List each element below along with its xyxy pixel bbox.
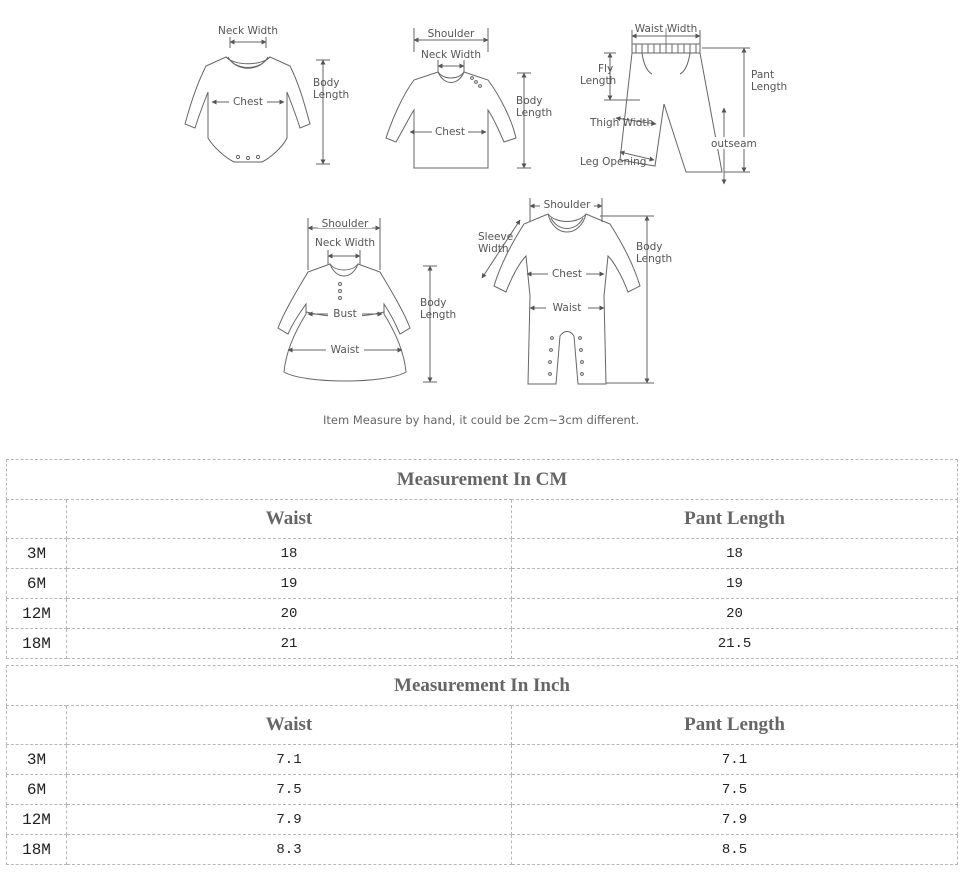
bodysuit-length-label: Length [313,89,350,101]
size-cell: 18M [7,629,67,659]
waist-cell: 18 [67,539,512,569]
size-cell: 3M [7,745,67,775]
inch-table-title: Measurement In Inch [7,666,958,706]
waist-cell: 20 [67,599,512,629]
pant-length-cell: 21.5 [512,629,958,659]
size-cell: 6M [7,569,67,599]
inch-size-table [6,665,958,865]
table-row [7,835,958,865]
tshirt-shoulder-label: Shoulder [427,28,475,40]
table-row [7,539,958,569]
tshirt-neck-width-label: Neck Width [420,49,482,61]
romper-chest-label: Chest [551,268,583,280]
dress-bust-label: Bust [333,308,357,320]
dress-waist-label: Waist [330,344,360,356]
romper-illustration [482,198,654,384]
romper-waist-label: Waist [552,302,582,314]
tshirt-body-label: Body [516,95,543,107]
size-cell: 12M [7,599,67,629]
cm-table-title: Measurement In CM [7,460,958,500]
table-row [7,629,958,659]
pant-length-cell: 18 [512,539,958,569]
waist-cell: 7.1 [67,745,512,775]
romper-length-label: Length [636,253,673,265]
pant-length-cell: 7.9 [512,805,958,835]
dress-shoulder-label: Shoulder [321,218,369,230]
table-row [7,569,958,599]
size-cell: 6M [7,775,67,805]
pants-waist-width-label: Waist Width [634,23,698,35]
size-header-cell [7,706,67,745]
romper-body-label: Body [636,241,663,253]
pants-pant-label: Pant [751,69,775,81]
cm-size-table [6,459,958,659]
table-row [7,599,958,629]
waist-cell: 7.9 [67,805,512,835]
bodysuit-chest-label: Chest [232,96,264,108]
waist-cell: 8.3 [67,835,512,865]
pants-thigh-width-label: Thigh Width [590,117,654,129]
romper-sleeve-label: Sleeve [478,231,514,243]
measurement-note: Item Measure by hand, it could be 2cm~3cm different. [322,413,640,427]
romper-shoulder-label: Shoulder [543,199,591,211]
pant-length-cell: 20 [512,599,958,629]
waist-cell: 7.5 [67,775,512,805]
pant-length-cell: 7.5 [512,775,958,805]
bodysuit-neck-width-label: Neck Width [217,25,279,37]
waist-header: Waist [67,500,512,539]
pant-length-header: Pant Length [512,500,958,539]
pants-pant-length-label: Length [751,81,788,93]
pants-fly-length-label: Length [580,75,617,87]
size-cell: 3M [7,539,67,569]
dress-length-label: Length [420,309,457,321]
pants-outseam-label: outseam [711,138,757,150]
tshirt-chest-label: Chest [434,126,466,138]
waist-cell: 21 [67,629,512,659]
bodysuit-body-label: Body [313,77,340,89]
romper-sleeve-width-label: Width [478,243,509,255]
waist-cell: 19 [67,569,512,599]
pant-length-cell: 19 [512,569,958,599]
size-cell: 12M [7,805,67,835]
size-cell: 18M [7,835,67,865]
pant-length-cell: 8.5 [512,835,958,865]
table-row [7,745,958,775]
tshirt-length-label: Length [516,107,553,119]
table-row [7,805,958,835]
pant-length-cell: 7.1 [512,745,958,775]
table-row [7,775,958,805]
pants-leg-opening-label: Leg Opening [580,156,647,168]
pants-fly-label: Fly [598,63,614,75]
dress-body-label: Body [420,297,447,309]
dress-neck-width-label: Neck Width [314,237,376,249]
pant-length-header: Pant Length [512,706,958,745]
size-header-cell [7,500,67,539]
waist-header: Waist [67,706,512,745]
